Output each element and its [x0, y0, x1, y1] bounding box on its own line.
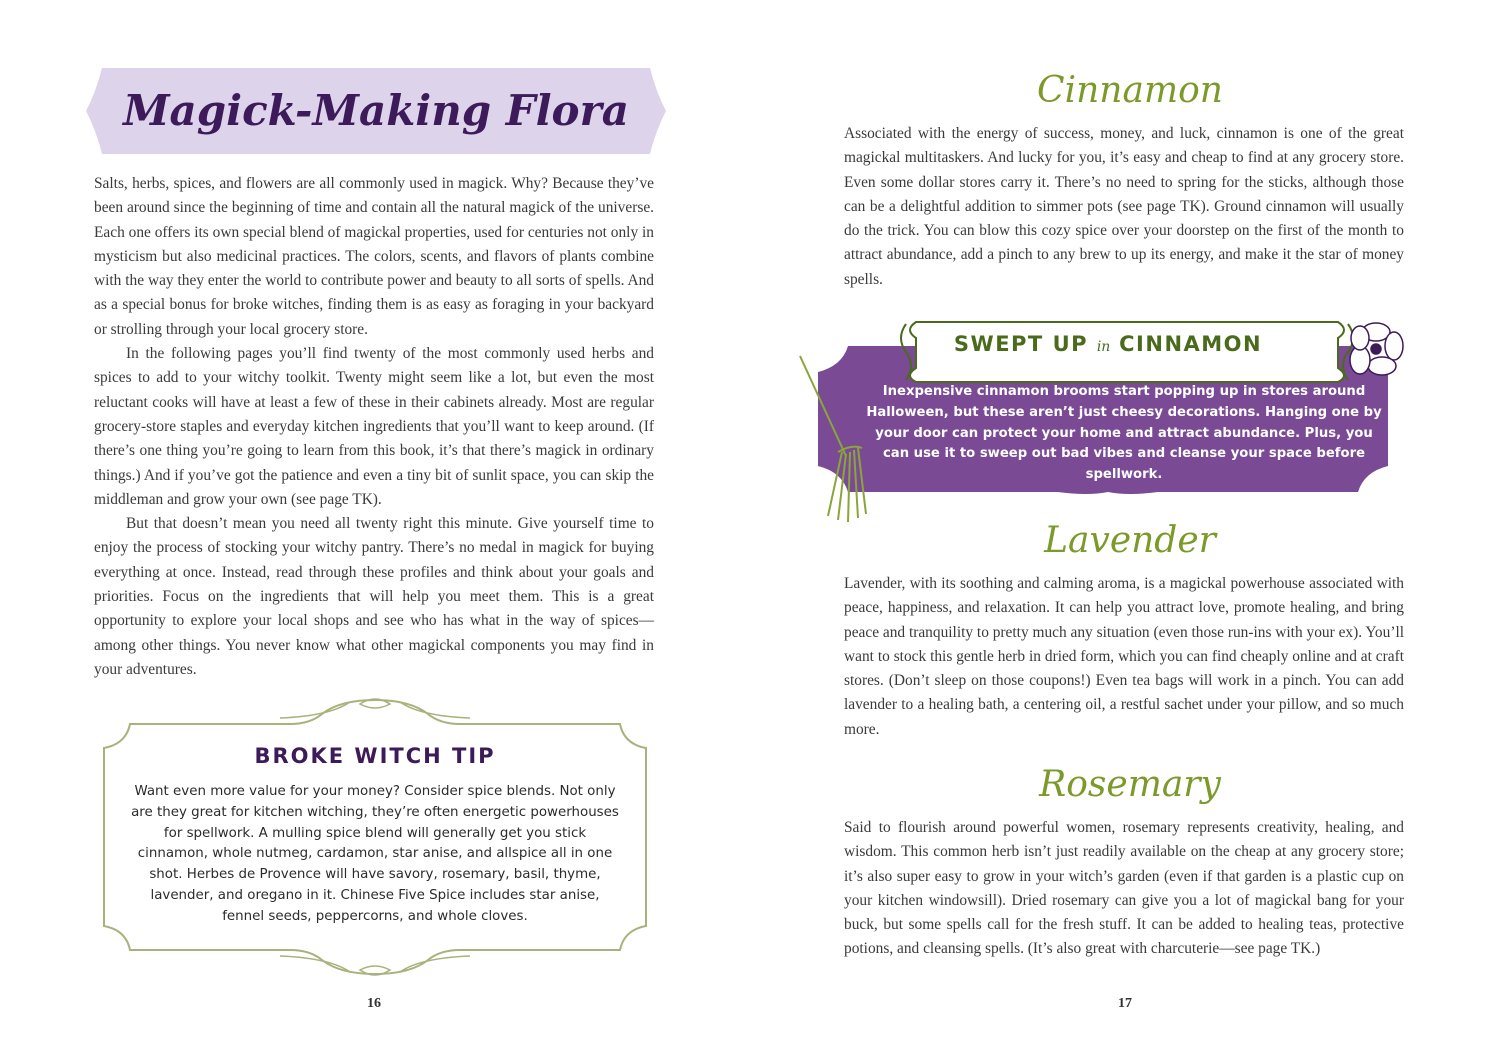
callout-title-part2: in: [1096, 339, 1111, 355]
flower-icon: [1350, 323, 1403, 375]
paragraph: But that doesn’t mean you need all twenty right this minute. Give yourself time to enjoy the process of stocking your witchy pantry. There’s no medal in magick for buying everything at once. Instead, read through these profiles and think about your goals and priorities. Focus on the ingredients that will help you meet them. This is a great opportunity to explore your local shops and see who has what in the way of spices—among other things. You never know what other magickal components you may find in your adventures.: [94, 515, 654, 678]
paragraph: Salts, herbs, spices, and flowers are all commonly used in magick. Why? Because they’ve been around since the beginning of time and contain all the natural magick of the universe. Each one offers its own special blend of magickal properties, used for centuries not only in mysticism but also medicinal practices. The colors, scents, and flavors of plants combine with the way they enter the world to contribute power and beauty to all sorts of spells. And as a special bonus for broke witches, finding them is as easy as foraging in your backyard or strolling through your local grocery store.: [94, 175, 654, 338]
tip-title: BROKE WITCH TIP: [254, 744, 496, 768]
title-banner: [86, 68, 666, 154]
paragraph: Lavender, with its soothing and calming aroma, is a magickal powerhouse associated with peace, happiness, and relaxation. It can help you attract love, promote healing, and bring peace and tranquility to pretty much any situation (even those run-ins with your ex). You’ll want to stock this gentle herb in dried form, which you can find cheaply online and at craft stores. (Don’t sleep on those coupons!) Even tea bags will work in a pinch. You can add lavender to a healing bath, a centering oil, a restful sachet under your pillow, and so much more.: [844, 575, 1404, 738]
lavender-heading: Lavender: [1044, 520, 1216, 561]
paragraph: Said to flourish around powerful women, rosemary represents creativity, healing, and wisdom. This common herb isn’t just readily available on the cheap at any grocery store; it’s also super easy to grow in your witch’s garden (even if that garden is a plastic cup on your kitchen windowsill). Dried rosemary can give you a lot of magickal bang for your buck, but some spells call for the fresh stuff. It can be added to healing teas, protective potions, and cleansing spells. (It’s also great with charcuterie—see page TK.): [844, 819, 1404, 958]
cinnamon-heading: Cinnamon: [1037, 70, 1223, 111]
intro-text: [94, 172, 654, 682]
rosemary-text: [844, 816, 1404, 962]
lavender-text: [844, 572, 1404, 742]
tip-body: Want even more value for your money? Consider spice blends. Not only are they great for kitchen witching, they’re often energetic powerhouses for spellwork. A mulling spice blend will generally get you stick cinnamon, whole nutmeg, cardamon, star anise, and allspice all in one shot. Herbes de Provence will have savory, rosemary, basil, thyme, lavender, and oregano in it. Chinese Five Spice includes star anise, fennel seeds, peppercorns, and whole cloves.: [131, 784, 619, 924]
page-number: 17: [1118, 996, 1132, 1011]
page-number: 16: [367, 996, 381, 1011]
paragraph: In the following pages you’ll find twenty of the most commonly used herbs and spices to add to your witchy toolkit. Twenty might seem like a lot, but even the most reluctant cooks will have at least a few of these in their cabinets already. Most are regular grocery-store staples and everyday kitchen ingredients that you’ll want to keep around. (If there’s one thing you’re going to learn from this book, it’s that there’s magick in ordinary things.) And if you’ve got the patience and even a tiny bit of sunlit space, you can skip the middleman and grow your own (see page TK).: [94, 345, 654, 508]
cinnamon-text: [844, 122, 1404, 292]
callout-title: [948, 332, 1268, 356]
page-title: Magick-Making Flora: [123, 86, 629, 135]
callout-title-part3: CINNAMON: [1119, 332, 1263, 356]
callout-title-part1: SWEPT UP: [953, 332, 1089, 356]
rosemary-heading: Rosemary: [1039, 764, 1221, 805]
broke-witch-tip-box: [100, 696, 650, 978]
paragraph: Associated with the energy of success, money, and luck, cinnamon is one of the great magickal multitaskers. And lucky for you, it’s easy and cheap to find at any grocery store. Even some dollar stores carry it. There’s no need to spring for the sticks, although those can be a delightful addition to simmer pots (see page TK). Ground cinnamon will usually do the trick. You can blow this cozy spice over your doorstep on the first of the month to attract abundance, add a pinch to any brew to up its energy, and make it the star of money spells.: [844, 125, 1404, 288]
right-page: [750, 0, 1500, 1062]
swept-up-callout: [798, 316, 1408, 526]
callout-body: Inexpensive cinnamon brooms start popping up in stores around Halloween, but these aren’t just cheesy decorations. Hanging one by your door can protect your home and attract abundance. Plus, you can use it to sweep out bad vibes and cleanse your space before spellwork.: [866, 384, 1382, 483]
